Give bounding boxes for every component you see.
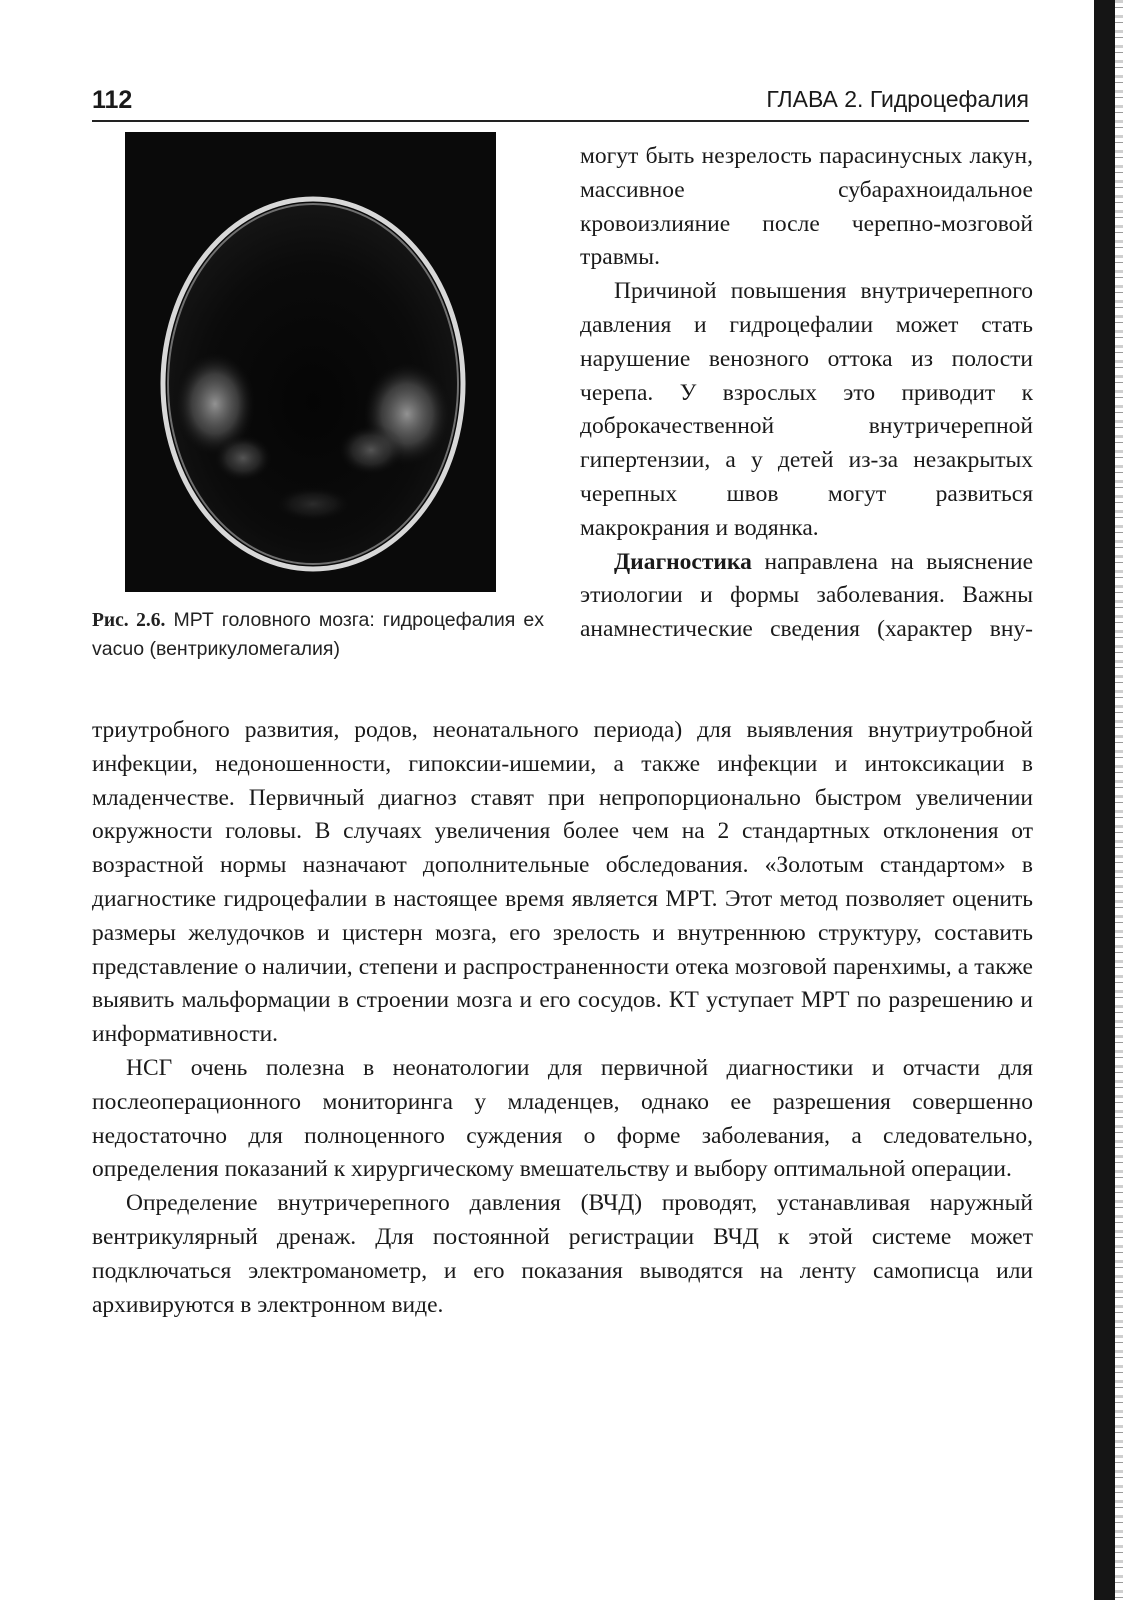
header-rule [92,120,1029,122]
mri-figure [125,132,496,592]
page-header [92,82,1029,122]
figure-caption-text: МРТ головного мозга: гидроцефалия ex vacuo (вентрикуломегалия) [92,609,544,660]
paragraph-4: НСГ очень полезна в неонатологии для первичной диагностики и отчасти для послеоперационного мониторинга у младенцев, однако ее разрешения совершенно недостаточно для полноценного суждения о форме заболевания, а следовательно, определения показаний к хирургическому вмешательству и выбору оптимальной операции. [92,1054,1033,1183]
paragraph-5: Определение внутричерепного давления (ВЧД) проводят, устанавливая наружный вентрикулярный дренаж. Для постоянной регистрации ВЧД к этой системе может подключаться электроманометр, и его показания выводятся на ленту самописца или архивируются в электронном виде. [92,1190,1033,1318]
running-head: ГЛАВА 2. Гидроцефалия [766,86,1029,112]
term-diagnostics: Диагностика [614,548,752,575]
mri-brain-image [125,132,496,592]
paragraph-3-continued: триутробного развития, родов, неонатального периода) для выявления внутриутробной инфекции, недоношенности, гипоксии-ишемии, а также инфекции и интоксикации в младенчестве. Первичный диагноз ставят при непропорционально быстром увеличении окружности головы. В случаях увеличения более чем на 2 стандартных отклонения от возрастной нормы назначают дополнительные обследования. «Золотым стандартом» в диагностике гидроцефалии в настоящее время является МРТ. Этот метод позволяет оценить размеры желудочков и цистерн мозга, его зрелость и внутреннюю структуру, составить представление о наличии, степени и распространенности отека мозговой паренхимы, а также выявить мальформации в строении мозга и его сосудов. КТ уступает МРТ по разрешению и информативности. [92,717,1033,1048]
scan-edge-bar [1094,0,1115,1600]
paragraph-2: Причиной повышения внутричерепного давления и гидроцефалии может стать нарушение венозного оттока из полости черепа. У взрослых это приводит к доброкачественной внутричерепной гипертензии, а у детей из-за незакрытых черепных швов могут развиться макрокрания и водянка. [580,278,1033,541]
figure-caption [92,606,544,664]
scan-edge-grain [1115,0,1123,1600]
scan-edge-shadow [1094,0,1123,1600]
paragraph-3-start-text: направлена на выяснение этиологии и формы заболевания. Важны анамнестические сведения (характер вну- [580,548,1034,643]
page-number: 112 [92,86,133,114]
right-column-text [580,140,1033,647]
paragraph-3-start [580,546,1033,647]
main-text [92,714,1033,1322]
figure-label: Рис. 2.6. [92,610,166,631]
paragraph-1: могут быть незрелость парасинусных лакун, массивное субарахноидальное кровоизлияние после черепно-мозговой травмы. [580,143,1033,271]
